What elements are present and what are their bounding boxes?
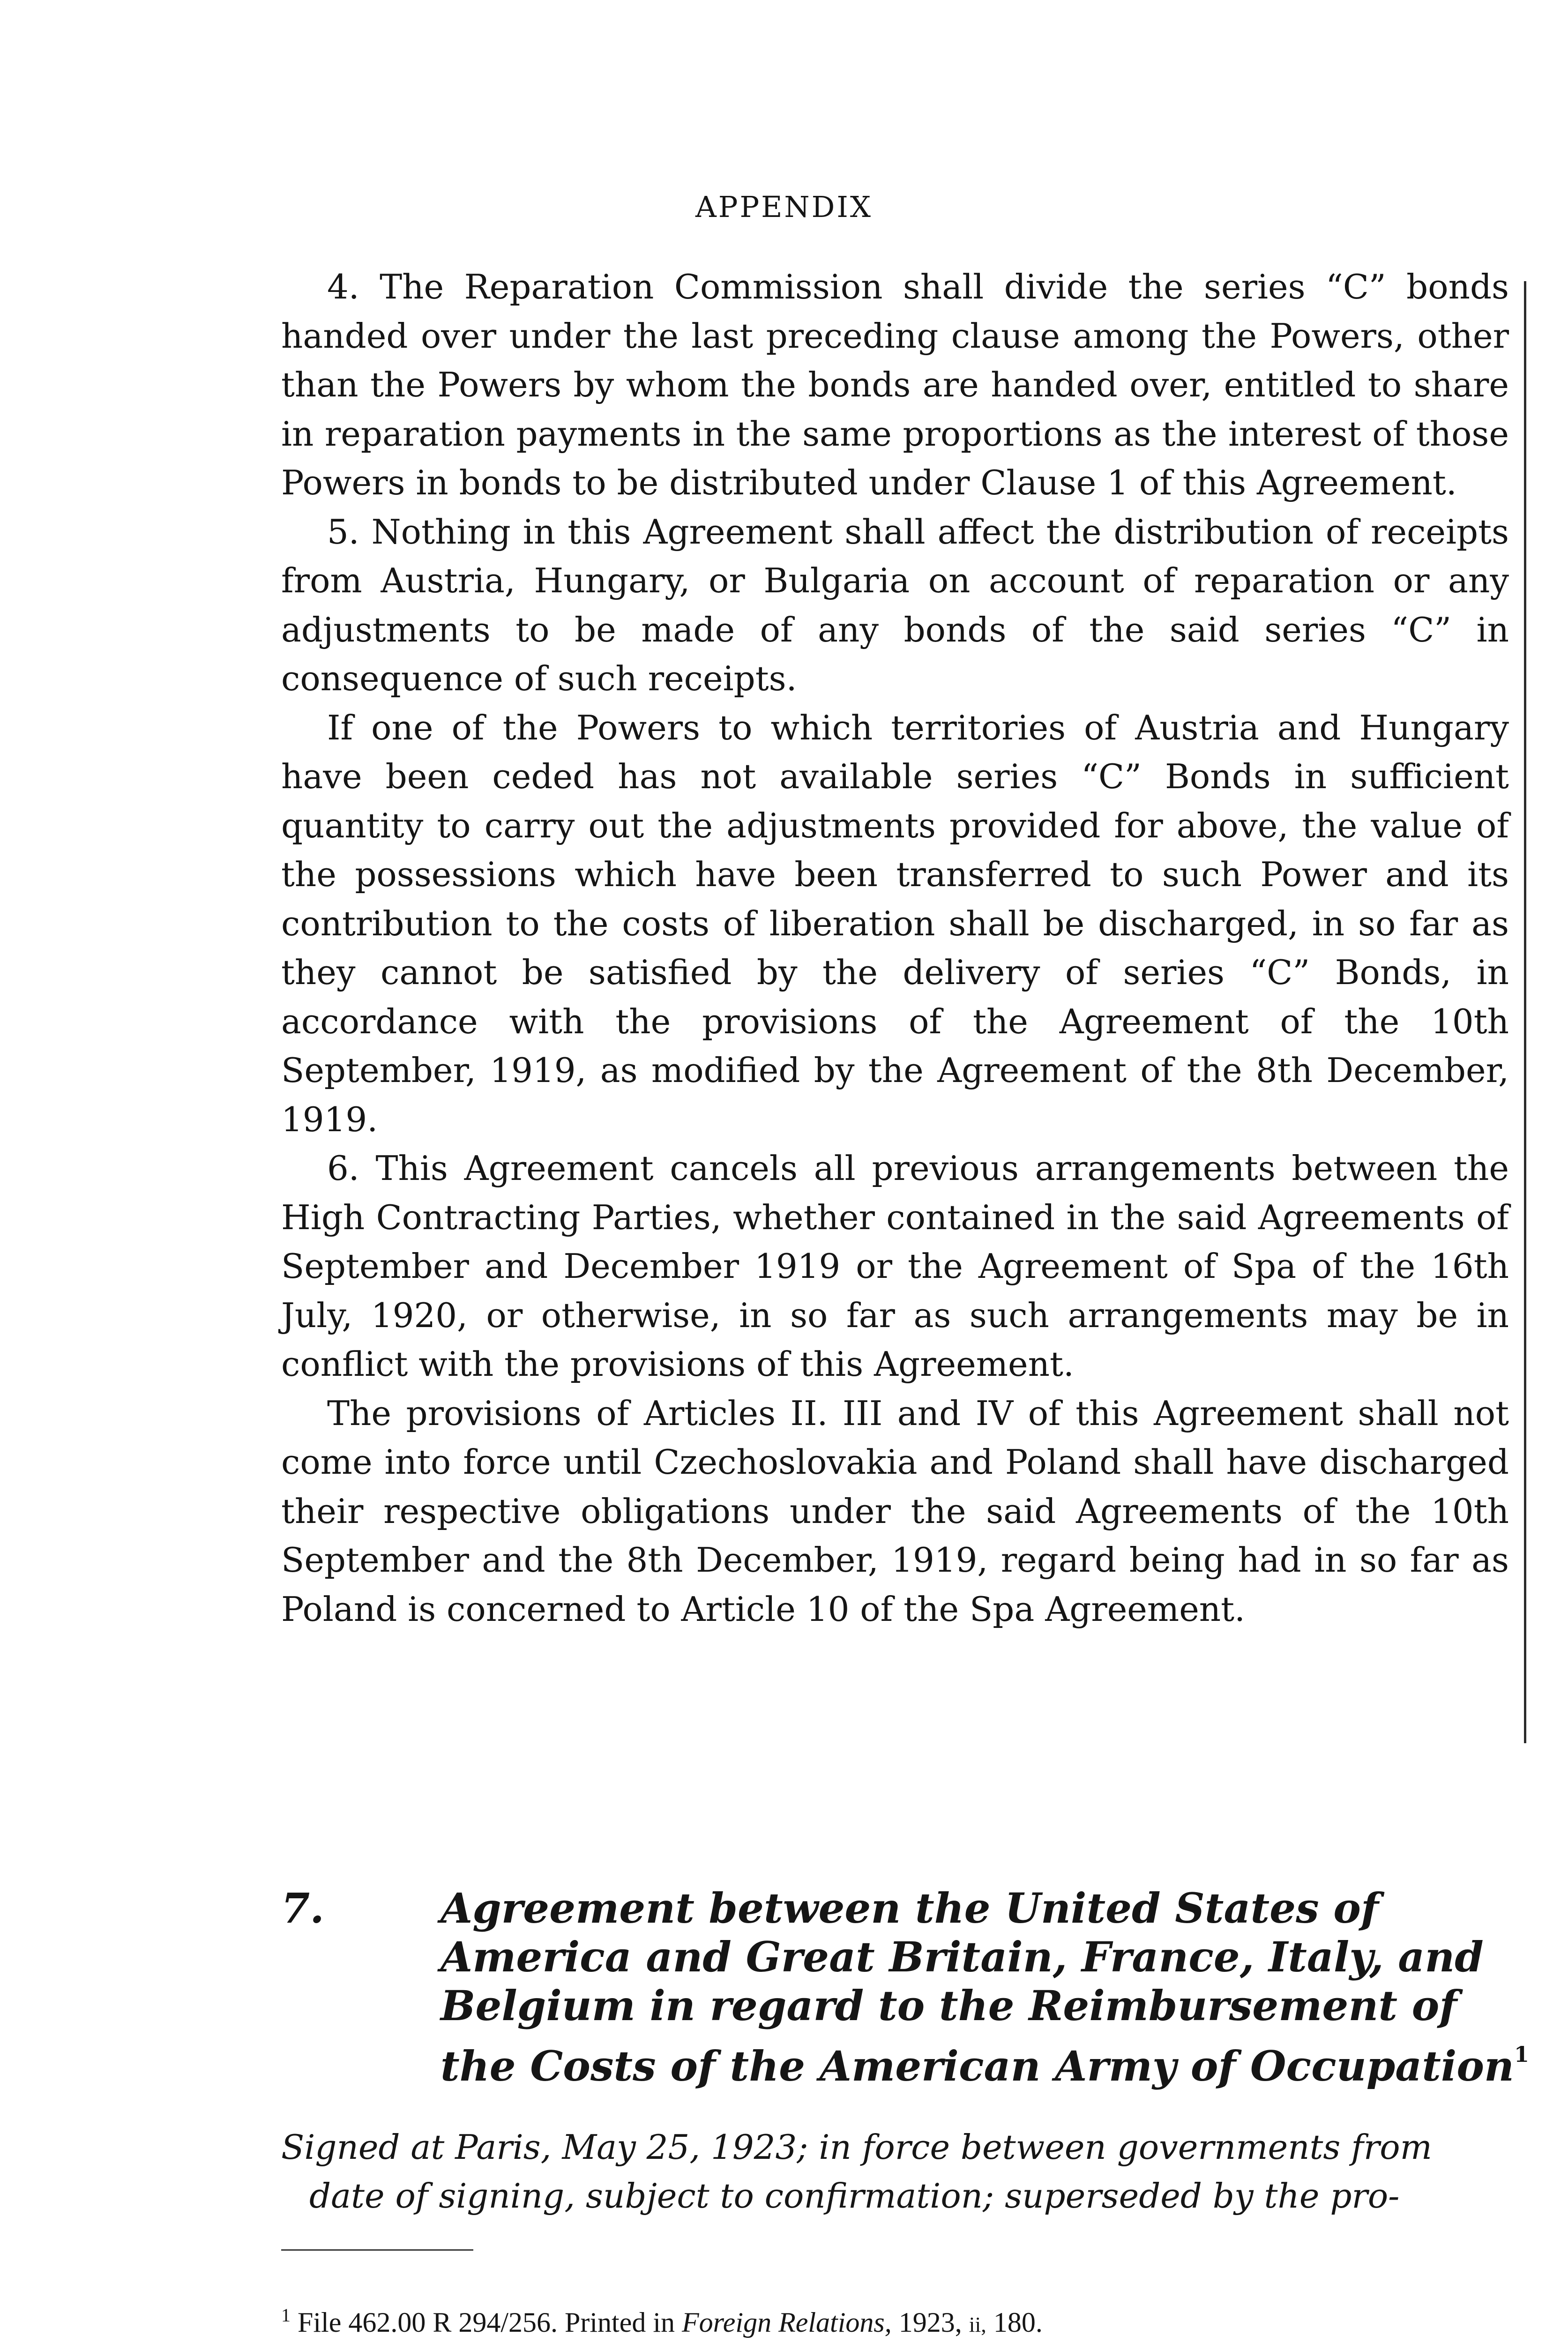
paragraph-clause-5: 5. Nothing in this Agreement shall affect the distribution of receipts from Austria, Hungary, or Bulgaria on account of reparation or any adjustments to be made of any bonds of the said series “C” in consequence of such receipts. [281, 512, 1509, 698]
footnote-printed-in: Printed in [565, 2307, 675, 2338]
section-title: Agreement between the United States of America and Great Britain, France, Italy, and Belgium in regard to the Reimbursement of the Costs of the American Army of Occupation [441, 1884, 1515, 2090]
footnote-citation: 1923, [898, 2307, 962, 2338]
body-text [281, 262, 1509, 1634]
paragraph-clause-4: 4. The Reparation Commission shall divide the series “C” bonds handed over under the last preceding clause among the Powers, other than the Powers by whom the bonds are handed over, entitled to share in reparation payments in the same proportions as the interest of those Powers in bonds to be distributed under Clause 1 of this Agreement. [281, 267, 1509, 502]
footnote-volume: ii, [969, 2313, 986, 2336]
paragraph-series-c: If one of the Powers to which territories of Austria and Hungary have been ceded has not available series “C” Bonds in sufficient quantity to carry out the adjustments provided for above, the value of the possessions which have been transferred to such Power and its contribution to the costs of liberation shall be discharged, in so far as they cannot be satisfied by the delivery of series “C” Bonds, in accordance with the provisions of the Agreement of the 10th September, 1919, as modified by the Agreement of the 8th December, 1919. [281, 708, 1509, 1139]
signing-note-line-2: date of signing, subject to confirmation; superseded by the pro- [309, 2176, 1400, 2216]
footnote-file-ref: File 462.00 R 294/256. [298, 2307, 558, 2338]
signing-note-line-1: Signed at Paris, May 25, 1923; in force between governments from [281, 2127, 1432, 2167]
footnote-publication: Foreign Relations, [682, 2307, 892, 2338]
running-head: APPENDIX [695, 190, 873, 224]
footnote [281, 2298, 1509, 2342]
footnote-page: 180. [993, 2307, 1043, 2338]
signing-note [281, 2123, 1509, 2220]
footnote-marker: 1 [281, 2305, 291, 2326]
section-number: 7. [281, 1884, 324, 1933]
footnote-reference[interactable]: 1 [1514, 2042, 1530, 2067]
paragraph-provisions: The provisions of Articles II. III and IV of this Agreement shall not come into force until Czechoslovakia and Poland shall have discharged their respective obligations under the said Agreements of the 10th September and the 8th December, 1919, regard being had in so far as Poland is concerned to Article 10 of the Spa Agreement. [281, 1393, 1509, 1629]
footnote-rule [281, 2249, 473, 2251]
margin-rule [1524, 281, 1526, 1743]
paragraph-clause-6: 6. This Agreement cancels all previous arrangements between the High Contracting Parties, whether contained in the said Agreements of September and December 1919 or the Agreement of Spa of the 16th July, 1920, or otherwise, in so far as such arrangements may be in conflict with the provisions of this Agreement. [281, 1149, 1509, 1384]
section-heading [281, 1884, 1532, 2090]
